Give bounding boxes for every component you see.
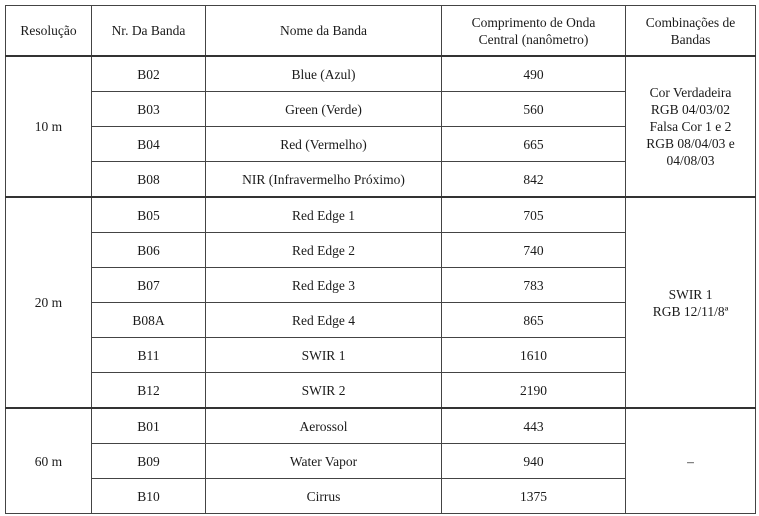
band-name-cell: Water Vapor [206,444,442,479]
band-name-cell: NIR (Infravermelho Próximo) [206,162,442,198]
band-number-cell: B11 [92,338,206,373]
combination-cell: – [626,408,756,514]
combination-cell: Cor Verdadeira RGB 04/03/02 Falsa Cor 1 e 2 RGB 08/04/03 e 04/08/03 [626,56,756,197]
table-header [6,6,756,57]
resolution-cell: 10 m [6,56,92,197]
band-number-cell: B06 [92,233,206,268]
band-name-cell: SWIR 1 [206,338,442,373]
band-number-cell: B05 [92,197,206,233]
resolution-cell: 20 m [6,197,92,408]
wavelength-cell: 665 [442,127,626,162]
band-number-cell: B04 [92,127,206,162]
header-row [6,6,756,57]
wavelength-cell: 2190 [442,373,626,409]
band-name-cell: Red Edge 4 [206,303,442,338]
wavelength-cell: 560 [442,92,626,127]
wavelength-cell: 443 [442,408,626,444]
band-name-cell: Red Edge 2 [206,233,442,268]
wavelength-cell: 842 [442,162,626,198]
header-combinations: Combinações de Bandas [626,6,756,57]
wavelength-cell: 740 [442,233,626,268]
sentinel-bands-table [5,5,756,514]
combination-cell: SWIR 1 RGB 12/11/8ª [626,197,756,408]
band-name-cell: Red Edge 1 [206,197,442,233]
resolution-cell: 60 m [6,408,92,514]
band-name-cell: Red Edge 3 [206,268,442,303]
band-number-cell: B03 [92,92,206,127]
band-name-cell: Cirrus [206,479,442,514]
band-name-cell: SWIR 2 [206,373,442,409]
band-name-cell: Green (Verde) [206,92,442,127]
header-band-name: Nome da Banda [206,6,442,57]
wavelength-cell: 783 [442,268,626,303]
wavelength-cell: 705 [442,197,626,233]
wavelength-cell: 1610 [442,338,626,373]
band-number-cell: B10 [92,479,206,514]
table-body [6,56,756,514]
header-resolution: Resolução [6,6,92,57]
header-band-number: Nr. Da Banda [92,6,206,57]
wavelength-cell: 1375 [442,479,626,514]
wavelength-cell: 490 [442,56,626,92]
band-number-cell: B09 [92,444,206,479]
table-row [6,408,756,444]
band-name-cell: Red (Vermelho) [206,127,442,162]
band-number-cell: B08A [92,303,206,338]
header-wavelength: Comprimento de Onda Central (nanômetro) [442,6,626,57]
band-name-cell: Blue (Azul) [206,56,442,92]
wavelength-cell: 940 [442,444,626,479]
band-number-cell: B02 [92,56,206,92]
wavelength-cell: 865 [442,303,626,338]
band-number-cell: B08 [92,162,206,198]
table-row [6,197,756,233]
band-number-cell: B12 [92,373,206,409]
table-row [6,56,756,92]
band-number-cell: B01 [92,408,206,444]
band-name-cell: Aerossol [206,408,442,444]
band-number-cell: B07 [92,268,206,303]
